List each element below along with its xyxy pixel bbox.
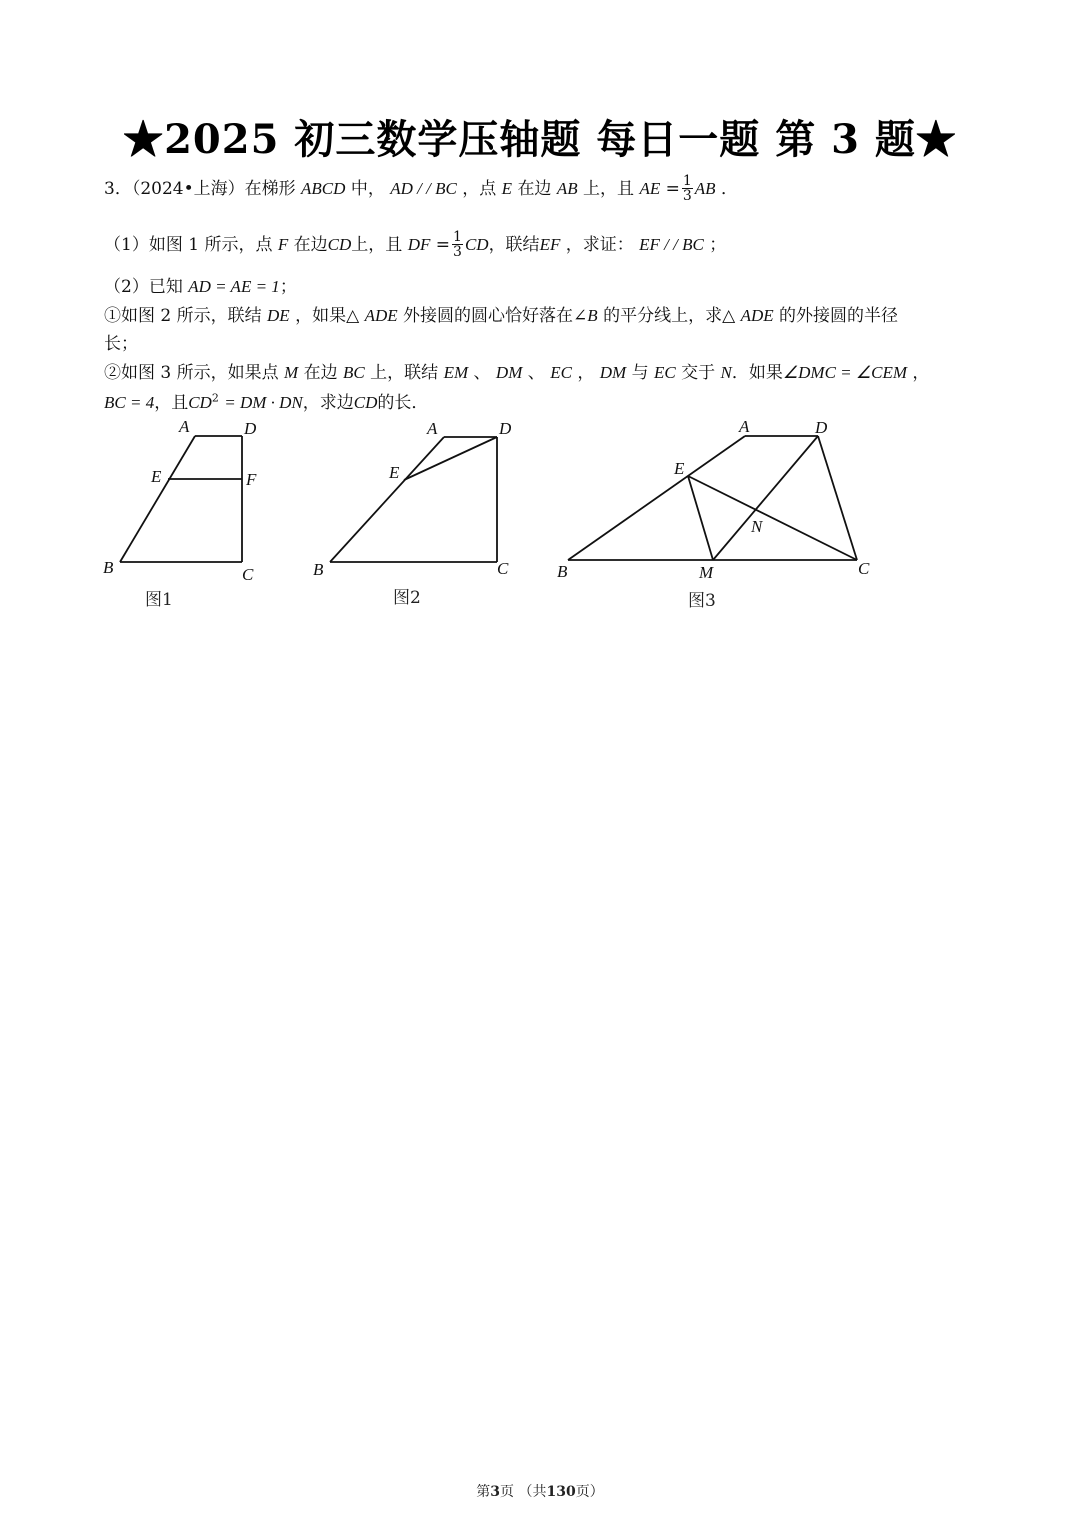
fig2-label-b: B <box>313 560 324 579</box>
fraction <box>682 174 693 203</box>
frac-num: 1 <box>453 229 462 245</box>
problem-sub1-cont <box>104 333 138 355</box>
text: ，求边 <box>302 393 354 413</box>
problem-sub2 <box>104 362 929 384</box>
text: ，求证： <box>565 235 634 255</box>
text: ， <box>577 363 595 383</box>
fig2-label-d: D <box>499 419 512 438</box>
figure-3-shape <box>568 436 857 560</box>
text: ，联结 <box>488 235 540 255</box>
segment-de <box>404 437 497 480</box>
figure-1-caption: 图1 <box>145 590 173 610</box>
text: 页） <box>575 1484 604 1500</box>
text: 、 <box>527 363 545 383</box>
segment-em <box>688 476 713 560</box>
var-de: DE <box>267 306 290 325</box>
text: ①如图 2 所示，联结 <box>104 306 262 326</box>
text: 的外接圆的半径 <box>779 306 899 326</box>
equals: = <box>435 235 451 255</box>
fig1-label-c: C <box>242 565 254 584</box>
total-pages: 130 <box>546 1484 576 1500</box>
bc-equation: BC = 4 <box>104 393 155 412</box>
var-dm: DM <box>599 363 627 382</box>
text: （1）如图 1 所示，点 <box>104 235 273 255</box>
angle-equation: ∠DMC = ∠CEM <box>782 363 908 382</box>
problem-part1 <box>104 231 726 260</box>
text: 、 <box>473 363 491 383</box>
fig1-label-a: A <box>179 417 190 436</box>
var-cd: CD <box>188 393 212 412</box>
text: 的平分线上，求△ <box>603 306 736 326</box>
text: （2）已知 <box>104 277 183 297</box>
problem-sub1 <box>104 305 898 327</box>
var-ab: AB <box>556 179 578 198</box>
page-title: ★2025 初三数学压轴题 每日一题 第 3 题★ <box>123 116 957 163</box>
text: 页 （共 <box>500 1484 547 1500</box>
equals: = <box>665 179 680 199</box>
text: 外接圆的圆心恰好落在∠ <box>403 306 588 326</box>
fig2-label-a: A <box>427 419 438 438</box>
fig1-label-d: D <box>244 419 257 438</box>
text: 中， <box>350 179 385 199</box>
page-number: 3 <box>490 1484 501 1500</box>
figure-2-caption: 图2 <box>393 588 421 608</box>
var-e: E <box>501 179 513 198</box>
text: ②如图 3 所示，如果点 <box>104 363 279 383</box>
conclusion: EF / / BC <box>639 235 704 254</box>
var-cd: CD <box>464 235 489 254</box>
text: ， <box>912 363 930 383</box>
var-n: N <box>720 363 732 382</box>
frac-num: 1 <box>682 173 692 189</box>
edge <box>568 436 745 560</box>
text: 在边 <box>293 235 328 255</box>
var-dm: DM <box>495 363 523 382</box>
superscript: 2 <box>211 391 219 405</box>
fig1-label-e: E <box>151 467 162 486</box>
text: 交于 <box>681 363 716 383</box>
fig3-label-e: E <box>674 459 685 478</box>
figure-1-shape <box>120 436 242 562</box>
figure-2-shape <box>330 437 497 562</box>
text: 第 <box>476 1484 491 1500</box>
frac-den: 3 <box>453 244 462 260</box>
segment-dm <box>713 436 818 560</box>
text: 与 <box>631 363 649 383</box>
text: 在梯形 <box>244 179 296 199</box>
var-em: EM <box>443 363 469 382</box>
text: ． <box>720 179 738 199</box>
figure-3-caption: 图3 <box>688 591 716 611</box>
text: ．如果 <box>731 363 783 383</box>
problem-part2 <box>104 276 297 298</box>
text: 上，且 <box>583 179 635 199</box>
text: 的长． <box>377 393 429 413</box>
var-f: F <box>277 235 289 254</box>
var-abcd: ABCD <box>301 179 346 198</box>
frac-den: 3 <box>682 188 692 204</box>
var-ab: AB <box>694 179 716 198</box>
text: ； <box>279 277 297 297</box>
text: ； <box>709 235 727 255</box>
var-ef: EF <box>539 235 561 254</box>
figures <box>0 405 1080 620</box>
fig1-label-f: F <box>246 470 257 489</box>
edge <box>818 436 857 560</box>
fig3-label-b: B <box>557 562 568 581</box>
text: ，如果△ <box>295 306 360 326</box>
product-equation: = DM · DN <box>224 393 303 412</box>
var-df: DF <box>407 235 431 254</box>
var-ec: EC <box>550 363 572 382</box>
fig2-label-c: C <box>497 559 509 578</box>
text: 长； <box>104 334 138 354</box>
var-ade: ADE <box>364 306 398 325</box>
text: 上，联结 <box>370 363 439 383</box>
var-ec: EC <box>654 363 676 382</box>
text: 在边 <box>303 363 338 383</box>
text: ，且 <box>154 393 189 413</box>
fig3-label-a: A <box>739 417 750 436</box>
var-m: M <box>284 363 299 382</box>
problem-number: 3． <box>104 179 132 199</box>
edge <box>330 437 444 562</box>
var-b: B <box>587 306 598 325</box>
problem-intro <box>104 175 738 204</box>
text: 在边 <box>517 179 552 199</box>
fig3-label-m: M <box>699 563 714 582</box>
fig2-label-e: E <box>389 463 400 482</box>
edge <box>120 436 195 562</box>
var-cd: CD <box>353 393 378 412</box>
fig1-label-b: B <box>103 558 114 577</box>
cond-ad-parallel-bc: AD / / BC <box>390 179 457 198</box>
fig3-label-n: N <box>751 517 763 536</box>
fig3-label-d: D <box>815 418 828 437</box>
var-ade: ADE <box>740 306 774 325</box>
fig3-label-c: C <box>858 559 870 578</box>
var-bc: BC <box>343 363 365 382</box>
cond-ad-ae: AD = AE = 1 <box>188 277 280 296</box>
var-ae: AE <box>639 179 661 198</box>
page-footer <box>0 1481 1080 1501</box>
problem-source: （2024•上海） <box>131 179 245 199</box>
fraction <box>452 230 463 259</box>
text: ，点 <box>462 179 497 199</box>
text: 上，且 <box>351 235 403 255</box>
var-cd: CD <box>327 235 352 254</box>
